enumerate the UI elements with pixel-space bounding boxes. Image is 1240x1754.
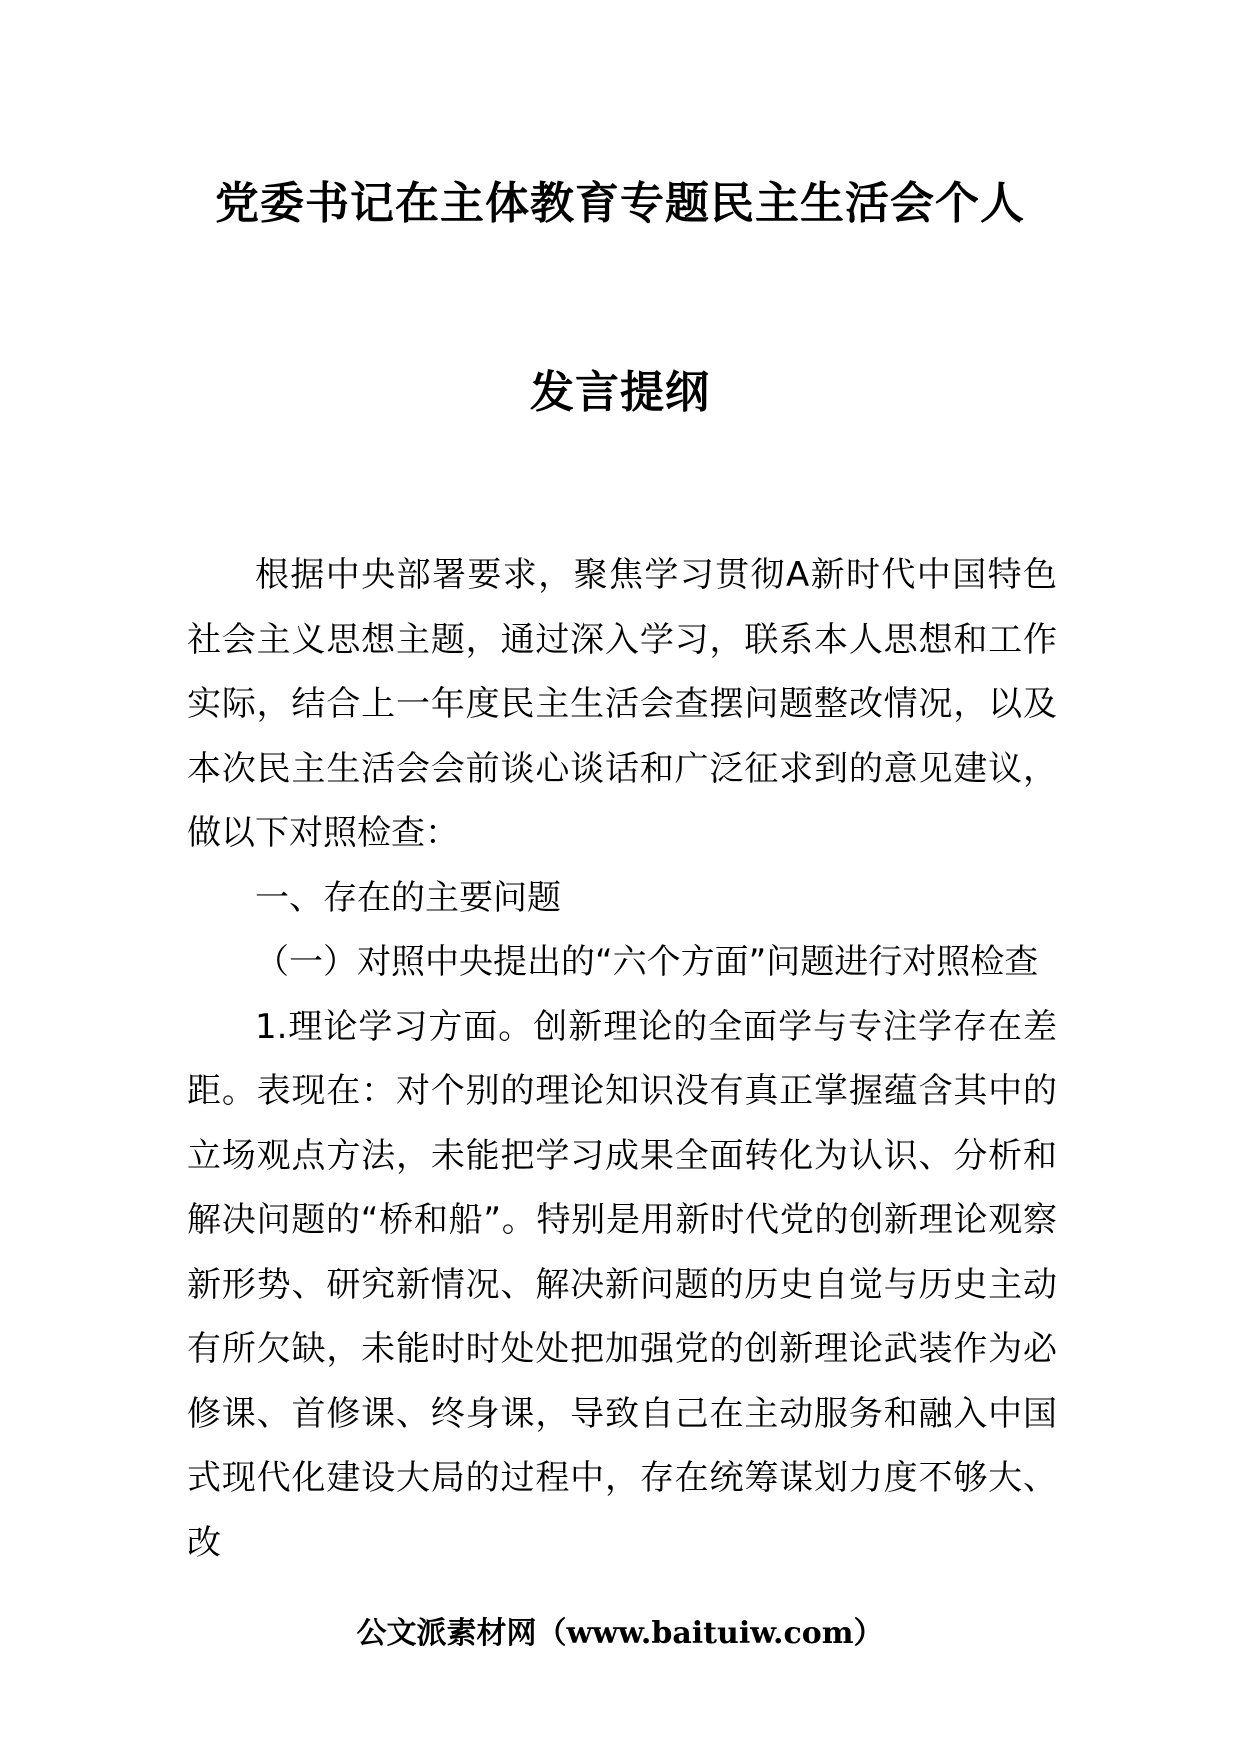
footer-source: 公文派素材网（www.baituiw.com） — [356, 1616, 884, 1651]
subsection-heading-1: （一）对照中央提出的“六个方面”问题进行对照检查 — [255, 942, 1039, 982]
paragraph-intro: 根据中央部署要求，聚焦学习贯彻A新时代中国特色社会主义思想主题，通过深入学习，联系本人思想和工作实际，结合上一年度民主生活会查摆问题整改情况，以及本次民主生活会会前谈心谈话和广泛征求到的意见建议，做以下对照检查： — [187, 555, 1057, 853]
document-title-line-1: 党委书记在主体教育专题民主生活会个人 — [215, 178, 1025, 229]
document-title-line-2: 发言提纲 — [530, 367, 710, 418]
section-heading-1: 一、存在的主要问题 — [255, 877, 561, 918]
paragraph-theory-study: 1.理论学习方面。创新理论的全面学与专注学存在差距。表现在：对个别的理论知识没有真正掌握蕴含其中的立场观点方法，未能把学习成果全面转化为认识、分析和解决问题的“桥和船”。特别是用新时代党的创新理论观察新形势、研究新情况、解决新问题的历史自觉与历史主动有所欠缺，未能时时处处把加强党的创新理论武装作为必修课、首修课、终身课，导致自己在主动服务和融入中国式现代化建设大局的过程中，存在统筹谋划力度不够大、改 — [187, 1006, 1057, 1563]
document-body — [187, 543, 1057, 1575]
